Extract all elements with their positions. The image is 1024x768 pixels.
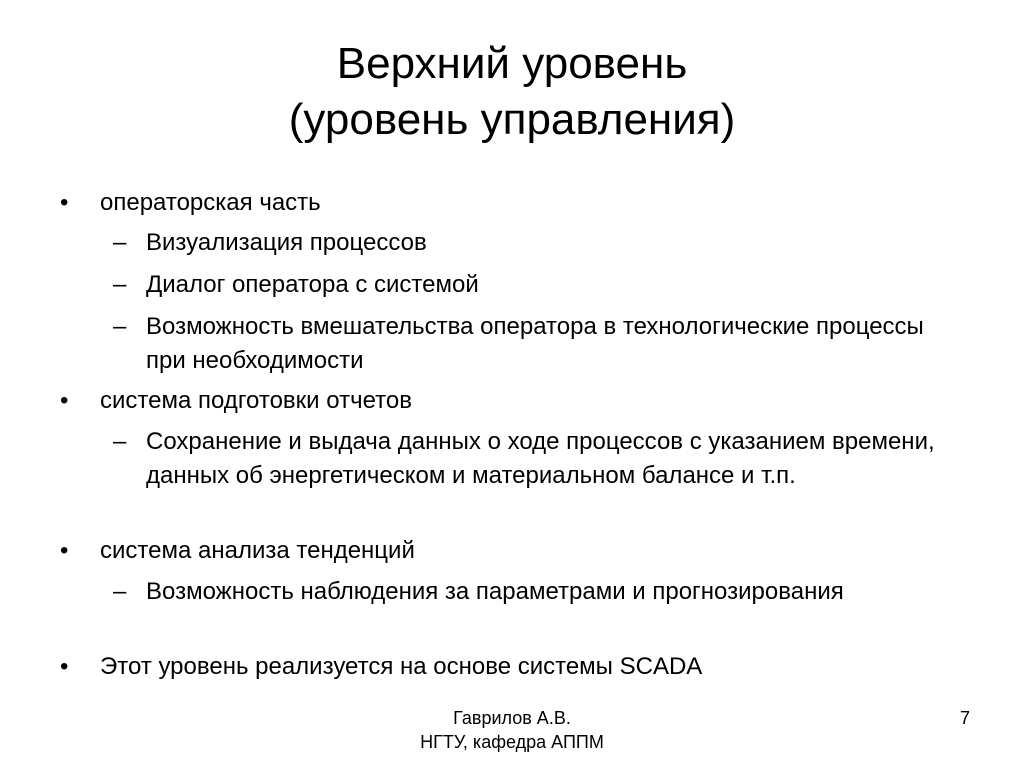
footer-author-line-2: НГТУ, кафедра АППМ xyxy=(420,732,604,752)
sub-bullet-item xyxy=(113,575,966,609)
dash-icon: – xyxy=(113,313,127,340)
slide-title-line-2: (уровень управления) xyxy=(288,95,736,144)
sub-bullet-text: Визуализация процессов xyxy=(146,229,427,256)
sub-bullet-text: Сохранение и выдача данных о ходе процессов с указанием времени, данных об энергетическом и материальном балансе и т.п. xyxy=(146,428,935,489)
dash-icon: – xyxy=(113,428,127,455)
sub-bullet-text: Возможность вмешательства оператора в технологические процессы при необходимости xyxy=(146,313,924,374)
sub-bullet-item xyxy=(113,310,966,378)
footer-author xyxy=(362,706,662,754)
dash-icon: – xyxy=(113,229,127,256)
bullet-item xyxy=(60,188,321,218)
bullet-text: Этот уровень реализуется на основе системы SCADA xyxy=(100,653,703,680)
sub-bullet-item xyxy=(113,268,966,302)
dash-icon: – xyxy=(113,271,127,298)
dash-icon: – xyxy=(113,578,127,605)
bullet-text: система подготовки отчетов xyxy=(100,387,412,414)
bullet-icon: • xyxy=(60,189,69,216)
bullet-icon: • xyxy=(60,537,69,564)
bullet-item xyxy=(60,536,415,566)
bullet-icon: • xyxy=(60,653,69,680)
sub-bullet-item xyxy=(113,425,966,493)
sub-bullet-item xyxy=(113,226,966,260)
bullet-text: система анализа тенденций xyxy=(100,537,415,564)
slide-title xyxy=(0,36,1024,148)
slide-title-line-1: Верхний уровень xyxy=(336,39,688,88)
page-number: 7 xyxy=(959,708,970,728)
footer-author-line-1: Гаврилов А.В. xyxy=(453,708,571,728)
bullet-icon: • xyxy=(60,387,69,414)
sub-bullet-text: Диалог оператора с системой xyxy=(146,271,479,298)
sub-bullet-text: Возможность наблюдения за параметрами и прогнозирования xyxy=(146,578,844,605)
bullet-text: операторская часть xyxy=(100,189,321,216)
bullet-item xyxy=(60,652,703,682)
bullet-item xyxy=(60,386,412,416)
